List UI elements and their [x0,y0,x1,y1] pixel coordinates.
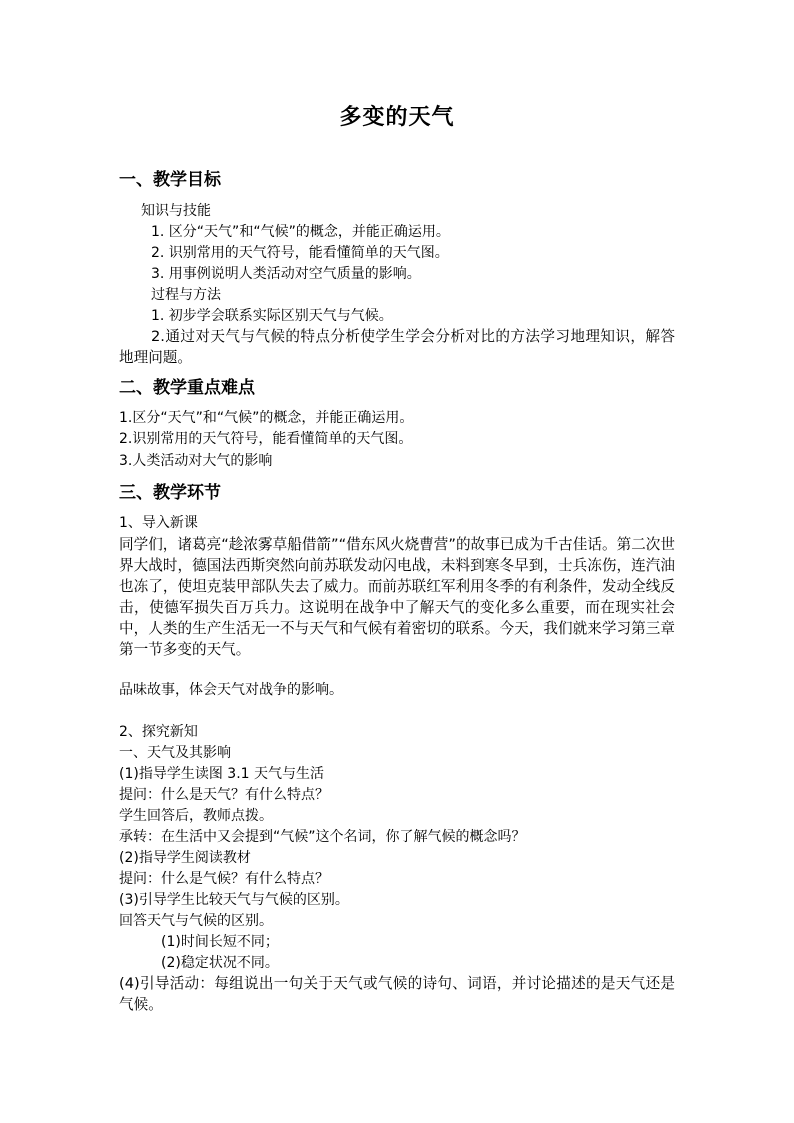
subheading-process-method: 过程与方法 [151,287,221,303]
difference-item: (2)稳定状况不同。 [161,955,279,971]
story-note: 品味故事，体会天气对战争的影响。 [119,682,343,698]
list-item-paragraph: 2.通过对天气与气候的特点分析使学生学会分析对比的方法学习地理知识，解答地理问题。 [119,328,675,366]
document-title: 多变的天气 [339,105,455,130]
section-heading-key-points: 二、教学重点难点 [119,378,255,398]
list-item: 3. 用事例说明人类活动对空气质量的影响。 [151,266,421,282]
text-line: (1)指导学生读图 3.1 天气与生活 [119,766,324,782]
text-line: 一、天气及其影响 [119,745,231,761]
text-line: 提问：什么是气候？有什么特点？ [119,871,329,887]
activity-paragraph: (4)引导活动：每组说出一句关于天气或气候的诗句、词语，并讨论描述的是天气还是气候。 [119,975,675,1013]
text-line: 学生回答后，教师点拨。 [119,808,273,824]
text-line: 回答天气与气候的区别。 [119,913,273,929]
list-item: 2.识别常用的天气符号，能看懂简单的天气图。 [119,431,413,447]
text-line: 承转：在生活中又会提到“气候”这个名词，你了解气候的概念吗？ [119,829,526,845]
section-heading-objectives: 一、教学目标 [119,170,221,190]
text-line: (3)引导学生比较天气与气候的区别。 [119,892,349,908]
step-title: 2、探究新知 [119,724,198,740]
section-heading-teaching-steps: 三、教学环节 [119,483,221,503]
intro-paragraph: 同学们，诸葛亮“趁浓雾草船借箭”“借东风火烧曹营”的故事已成为千古佳话。第二次世界大战时，德国法西斯突然向前苏联发动闪电战，未料到寒冬早到，士兵冻伤，连汽油也冻了，使坦克装甲部队失去了威力。而前苏联红军利用冬季的有利条件，发动全线反击，使德军损失百万兵力。这说明在战争中了解天气的变化多么重要，而在现实社会中，人类的生产生活无一不与天气和气候有着密切的联系。今天，我们就来学习第三章第一节多变的天气。 [119,536,675,658]
list-item: 1.区分“天气”和“气候”的概念，并能正确运用。 [119,410,414,426]
list-item: 3.人类活动对大气的影响 [119,453,273,469]
step-title: 1、导入新课 [119,515,198,531]
text-line: 提问：什么是天气？有什么特点？ [119,787,329,803]
list-item: 2. 识别常用的天气符号，能看懂简单的天气图。 [151,245,449,261]
text-line: (2)指导学生阅读教材 [119,850,251,866]
subheading-knowledge-skills: 知识与技能 [141,203,211,219]
list-item: 1. 区分“天气”和“气候”的概念，并能正确运用。 [151,224,450,240]
list-item: 1. 初步学会联系实际区别天气与气候。 [151,308,393,324]
difference-item: (1)时间长短不同； [161,934,279,950]
